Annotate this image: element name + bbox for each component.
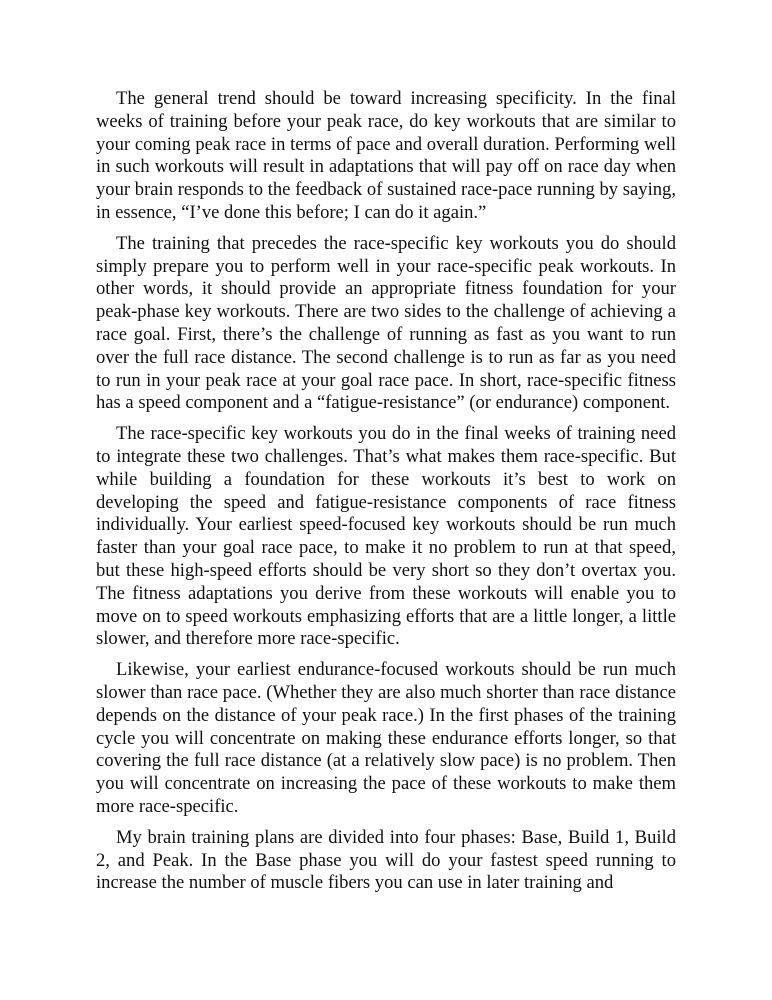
document-body: [96, 88, 676, 903]
paragraph-5: My brain training plans are divided into four phases: Base, Build 1, Build 2, and Peak. In the Base phase you will do your fastest speed running to increase the number of muscle fibers you can use in later training and: [96, 826, 676, 894]
paragraph-1: The general trend should be toward increasing specificity. In the final weeks of training before your peak race, do key workouts that are similar to your coming peak race in terms of pace and overall duration. Performing well in such workouts will result in adaptations that will pay off on race day when your brain responds to the feedback of sustained race-pace running by saying, in essence, “I’ve done this before; I can do it again.”: [96, 88, 676, 223]
paragraph-4: Likewise, your earliest endurance-focused workouts should be run much slower than race pace. (Whether they are also much shorter than race distance depends on the distance of your peak race.) In the first phases of the training cycle you will concentrate on making these endurance efforts longer, so that covering the full race distance (at a relatively slow pace) is no problem. Then you will concentrate on increasing the pace of these workouts to make them more race-specific.: [96, 659, 676, 817]
paragraph-3: The race-specific key workouts you do in the final weeks of training need to integrate these two challenges. That’s what makes them race-specific. But while building a foundation for these workouts it’s best to work on developing the speed and fatigue-resistance components of race fitness individually. Your earliest speed-focused key workouts should be run much faster than your goal race pace, to make it no problem to run at that speed, but these high-speed efforts should be very short so they don’t overtax you. The fitness adaptations you derive from these workouts will enable you to move on to speed workouts emphasizing efforts that are a little longer, a little slower, and therefore more race-specific.: [96, 423, 676, 650]
paragraph-2: The training that precedes the race-specific key workouts you do should simply prepare you to perform well in your race-specific peak workouts. In other words, it should provide an appropriate fitness foundation for your peak-phase key workouts. There are two sides to the challenge of achieving a race goal. First, there’s the challenge of running as fast as you want to run over the full race distance. The second challenge is to run as far as you need to run in your peak race at your goal race pace. In short, race-specific fitness has a speed component and a “fatigue-resistance” (or endurance) component.: [96, 232, 676, 414]
